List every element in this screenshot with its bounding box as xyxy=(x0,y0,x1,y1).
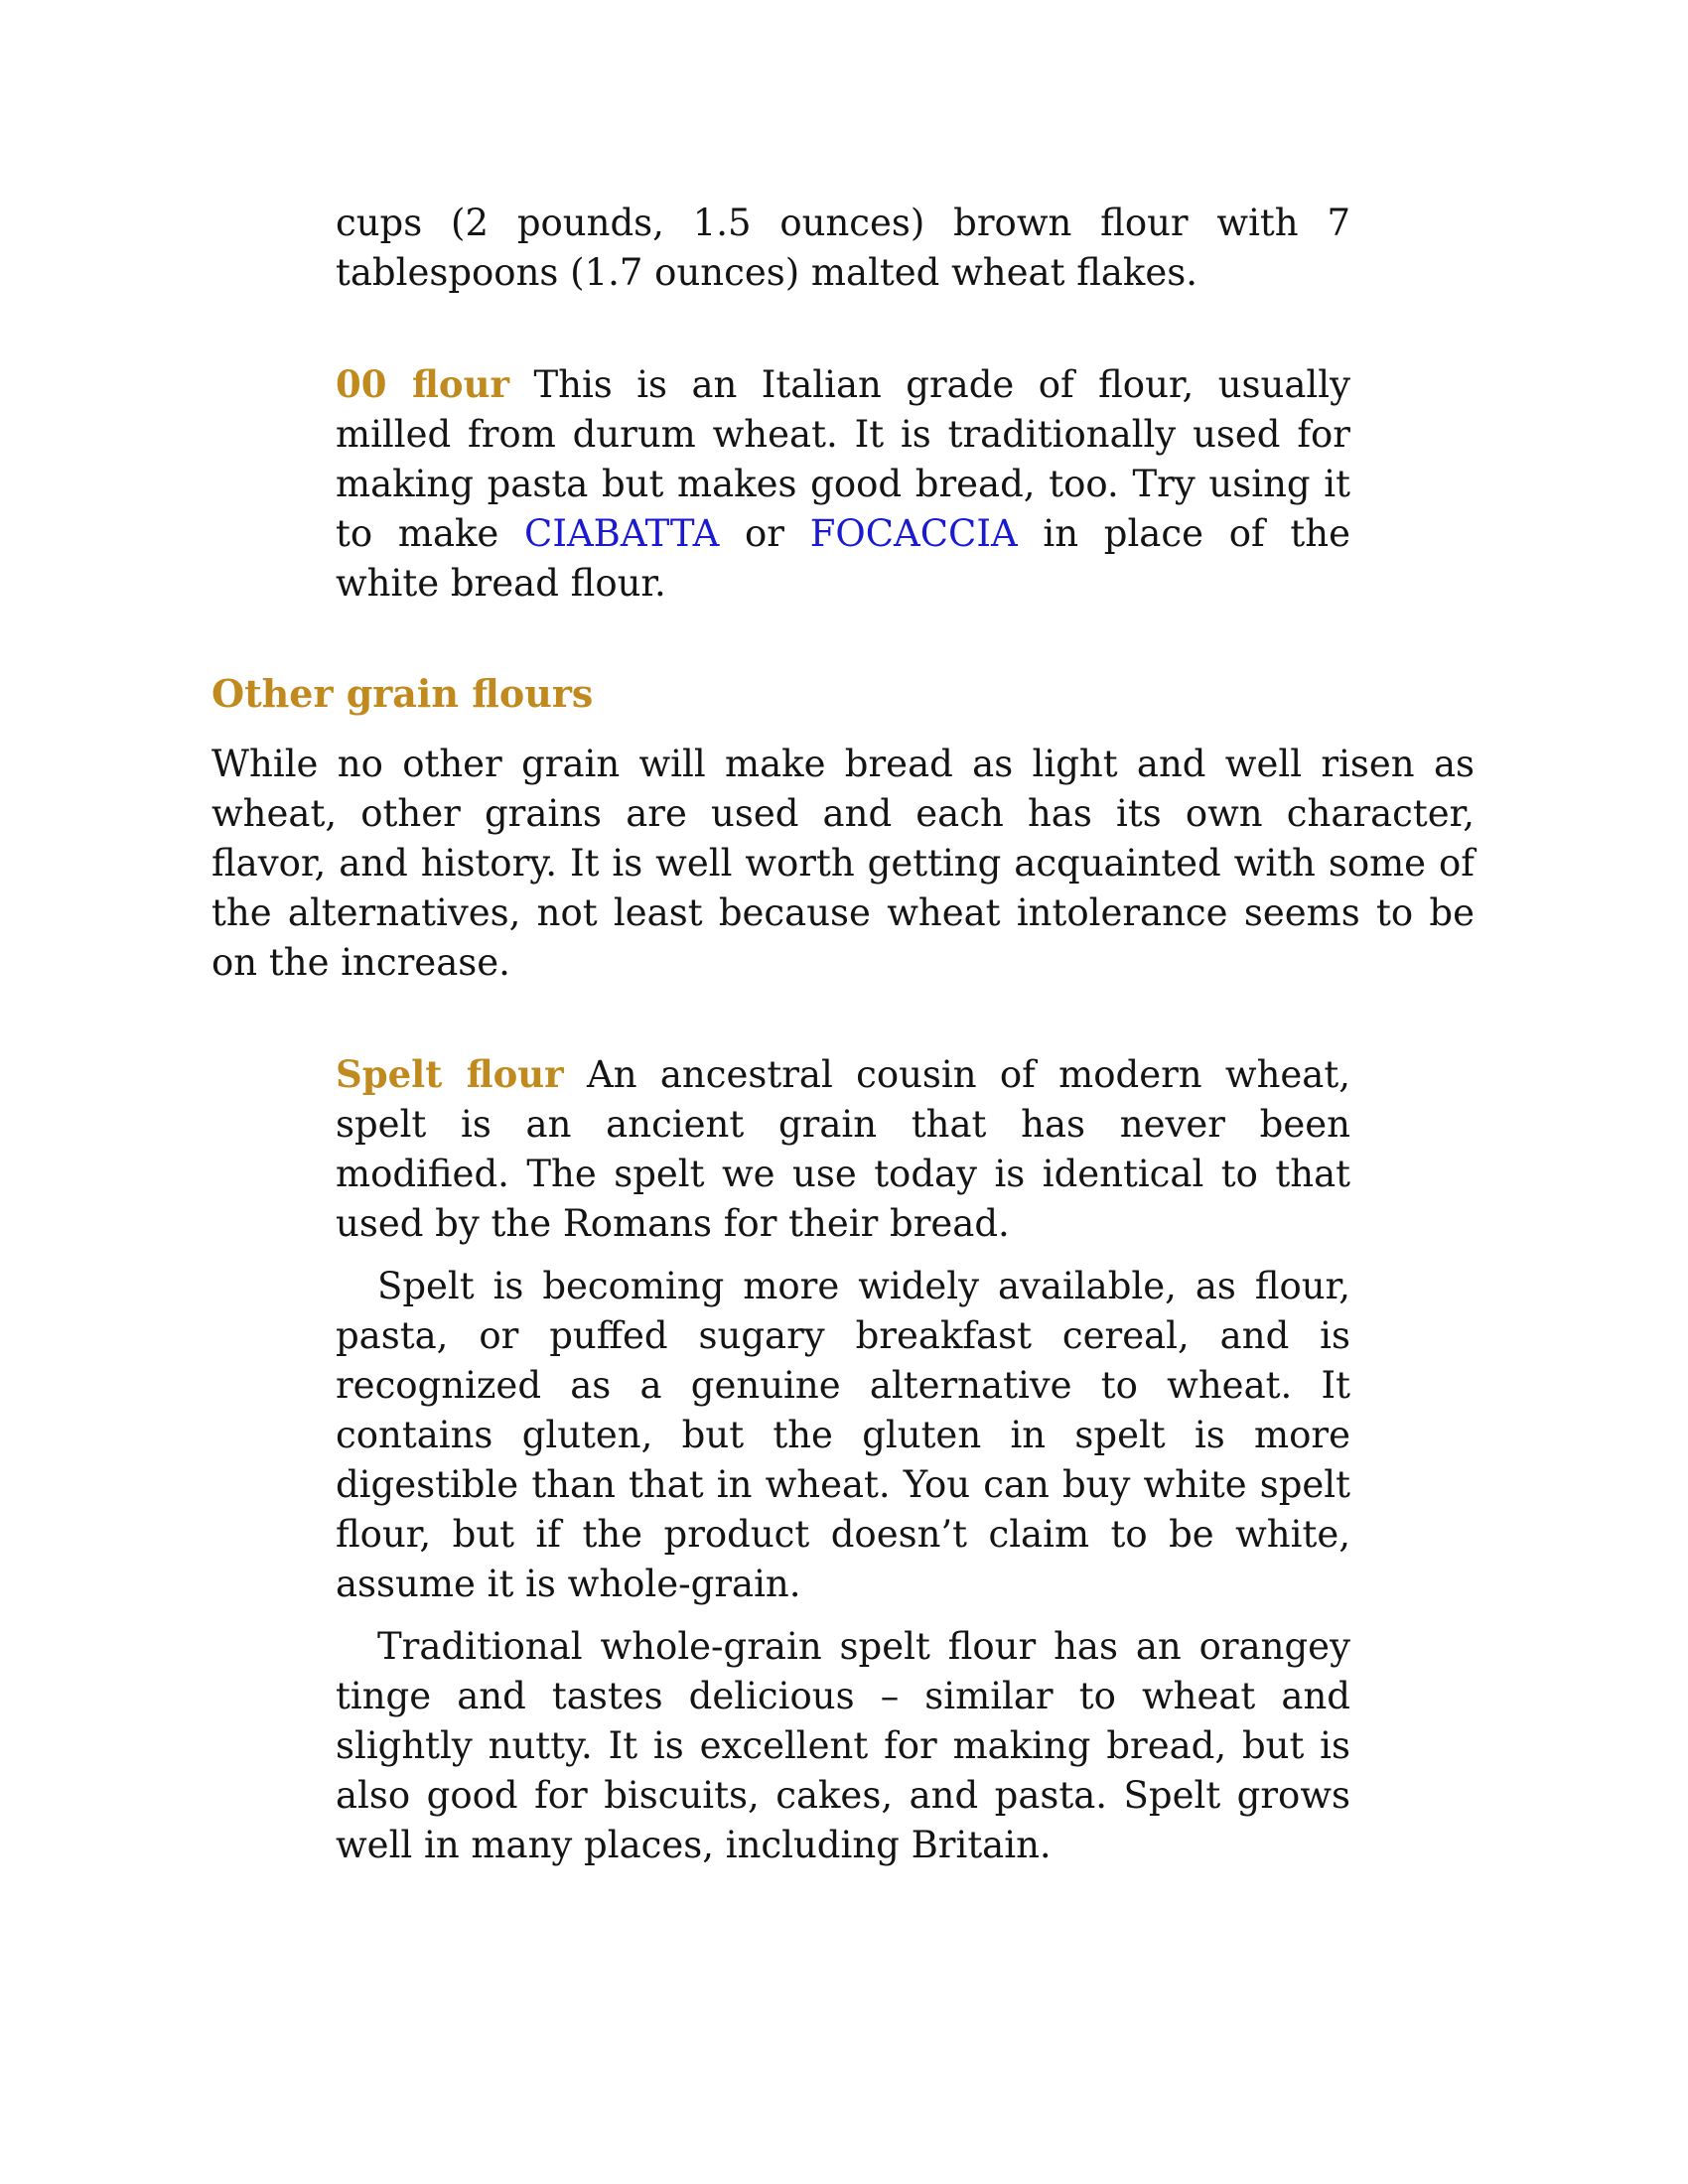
section-heading: Other grain flours xyxy=(211,671,594,716)
continuation-paragraph: cups (2 pounds, 1.5 ounces) brown flour with 7 tablespoons (1.7 ounces) malted wheat flakes. xyxy=(336,202,1350,294)
entry-spelt-flour xyxy=(336,1049,1350,1870)
spelt-paragraph-2: Spelt is becoming more widely available, as flour, pasta, or puffed sugary breakfast cereal, and is recognized as a genuine alternative to wheat. It contains gluten, but the gluten in spelt is more digestible than that in wheat. You can buy white spelt flour, but if the product doesn’t claim to be white, assume it is whole-grain. xyxy=(336,1265,1350,1605)
entry-00-flour-text: This is an Italian grade of flour, usually milled from durum wheat. It is traditionally used for making pasta but makes good bread, too. Try using it to make xyxy=(336,363,1350,555)
entry-00-flour-paragraph xyxy=(336,359,1350,609)
entry-spelt-flour-text: An ancestral cousin of modern wheat, spelt is an ancient grain that has never been modified. The spelt we use today is identical to that used by the Romans for their bread. xyxy=(336,1053,1350,1245)
entry-00-flour xyxy=(336,359,1350,609)
entry-spelt-flour-paragraph xyxy=(336,1049,1350,1249)
ciabatta-link[interactable]: CIABATTA xyxy=(524,512,720,555)
entry-00-flour-text-between: or xyxy=(719,512,810,555)
entry-term-spelt-flour: Spelt flour xyxy=(336,1052,564,1096)
entry-00-flour-text-after: in place of the white bread flour. xyxy=(336,512,1350,605)
continuation-paragraph-block xyxy=(336,199,1350,298)
spelt-paragraph-3: Traditional whole-grain spelt flour has an orangey tinge and tastes delicious – similar to wheat and slightly nutty. It is excellent for making bread, but is also good for biscuits, cakes, and pasta. Spelt grows well in many places, including Britain. xyxy=(336,1625,1350,1866)
focaccia-link[interactable]: FOCACCIA xyxy=(809,512,1018,555)
section-intro-block xyxy=(211,740,1475,988)
entry-term-00-flour: 00 flour xyxy=(336,362,510,406)
section-intro-paragraph: While no other grain will make bread as light and well risen as wheat, other grains are used and each has its own character, flavor, and history. It is well worth getting acquainted with some of the alternatives, not least because wheat intolerance seems to be on the increase. xyxy=(211,743,1475,984)
